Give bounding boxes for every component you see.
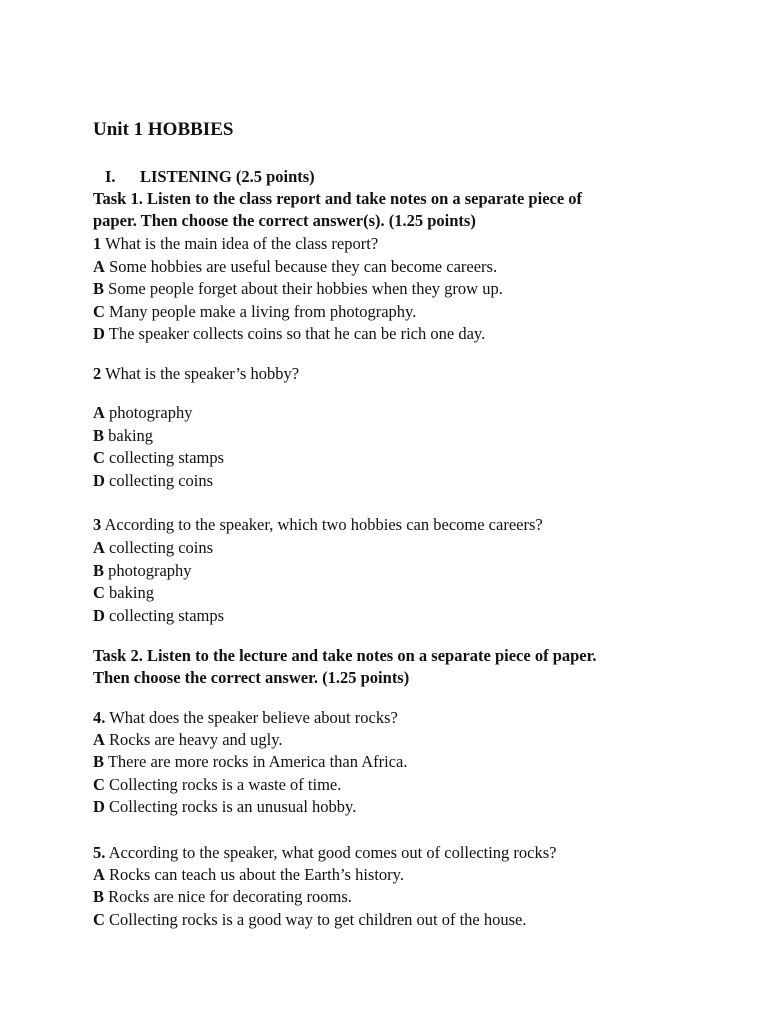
option-letter: C (93, 775, 105, 794)
option-letter: B (93, 561, 105, 580)
option-letter: A (93, 538, 105, 557)
task1-instruction-line2: paper. Then choose the correct answer(s). (1.25 points) (93, 211, 476, 230)
question-number: 3 (93, 515, 102, 534)
question-text: What does the speaker believe about rocks? (105, 708, 398, 727)
option-text: Some hobbies are useful because they can become careers. (104, 257, 498, 276)
option-text: Some people forget about their hobbies when they grow up. (104, 279, 503, 298)
option-letter: C (93, 583, 105, 602)
option-letter: D (93, 606, 105, 625)
option-letter: C (93, 448, 105, 467)
q4-option-d (93, 796, 356, 818)
option-letter: A (93, 730, 105, 749)
option-text: baking (104, 426, 154, 445)
q2-option-c (93, 447, 224, 469)
option-text: Collecting rocks is an unusual hobby. (104, 797, 357, 816)
option-text: The speaker collects coins so that he can be rich one day. (104, 324, 486, 343)
option-letter: B (93, 887, 105, 906)
option-letter: B (93, 279, 105, 298)
option-letter: A (93, 403, 105, 422)
option-text: Rocks are nice for decorating rooms. (104, 887, 352, 906)
option-letter: D (93, 471, 105, 490)
task2-instruction-line2: Then choose the correct answer. (1.25 points) (93, 668, 410, 687)
option-letter: B (93, 426, 105, 445)
option-text: collecting stamps (104, 448, 225, 467)
option-letter: C (93, 302, 105, 321)
q3-option-d (93, 605, 224, 627)
q5-option-c (93, 909, 527, 931)
option-text: photography (104, 561, 192, 580)
question-3 (93, 514, 543, 536)
option-text: Collecting rocks is a good way to get children out of the house. (104, 910, 527, 929)
option-text: collecting coins (104, 538, 214, 557)
question-text: What is the speaker’s hobby? (101, 364, 300, 383)
question-number: 1 (93, 234, 102, 253)
option-text: collecting coins (104, 471, 214, 490)
question-4 (93, 707, 398, 729)
option-letter: B (93, 752, 105, 771)
q3-option-b (93, 560, 192, 582)
q1-option-b (93, 278, 503, 300)
q5-option-a (93, 864, 404, 886)
question-text: According to the speaker, what good comes out of collecting rocks? (105, 843, 557, 862)
question-2 (93, 363, 299, 385)
option-text: collecting stamps (104, 606, 225, 625)
option-letter: A (93, 257, 105, 276)
q5-option-b (93, 886, 352, 908)
question-number: 5. (93, 843, 106, 862)
question-1 (93, 233, 378, 255)
option-text: Rocks can teach us about the Earth’s history. (104, 865, 404, 884)
question-number: 2 (93, 364, 102, 383)
q2-option-d (93, 470, 213, 492)
question-text: What is the main idea of the class report? (101, 234, 379, 253)
q4-option-b (93, 751, 407, 773)
q4-option-a (93, 729, 283, 751)
question-text: According to the speaker, which two hobbies can become careers? (101, 515, 543, 534)
task1-instruction-line1: Task 1. Listen to the class report and take notes on a separate piece of (93, 189, 583, 208)
option-letter: A (93, 865, 105, 884)
q3-option-a (93, 537, 213, 559)
q2-option-a (93, 402, 192, 424)
option-letter: D (93, 324, 105, 343)
q2-option-b (93, 425, 153, 447)
q1-option-c (93, 301, 416, 323)
q1-option-d (93, 323, 485, 345)
section-number: I. (105, 167, 116, 186)
option-text: Rocks are heavy and ugly. (104, 730, 283, 749)
option-text: There are more rocks in America than Africa. (104, 752, 408, 771)
option-text: baking (104, 583, 154, 602)
option-text: Collecting rocks is a waste of time. (104, 775, 342, 794)
unit-title: Unit 1 HOBBIES (93, 119, 234, 140)
option-text: Many people make a living from photography. (104, 302, 417, 321)
option-text: photography (104, 403, 193, 422)
section-heading: LISTENING (2.5 points) (140, 167, 315, 186)
task2-instruction-line1: Task 2. Listen to the lecture and take notes on a separate piece of paper. (93, 646, 597, 665)
q3-option-c (93, 582, 154, 604)
option-letter: D (93, 797, 105, 816)
option-letter: C (93, 910, 105, 929)
q4-option-c (93, 774, 341, 796)
question-number: 4. (93, 708, 106, 727)
question-5 (93, 842, 557, 864)
q1-option-a (93, 256, 497, 278)
